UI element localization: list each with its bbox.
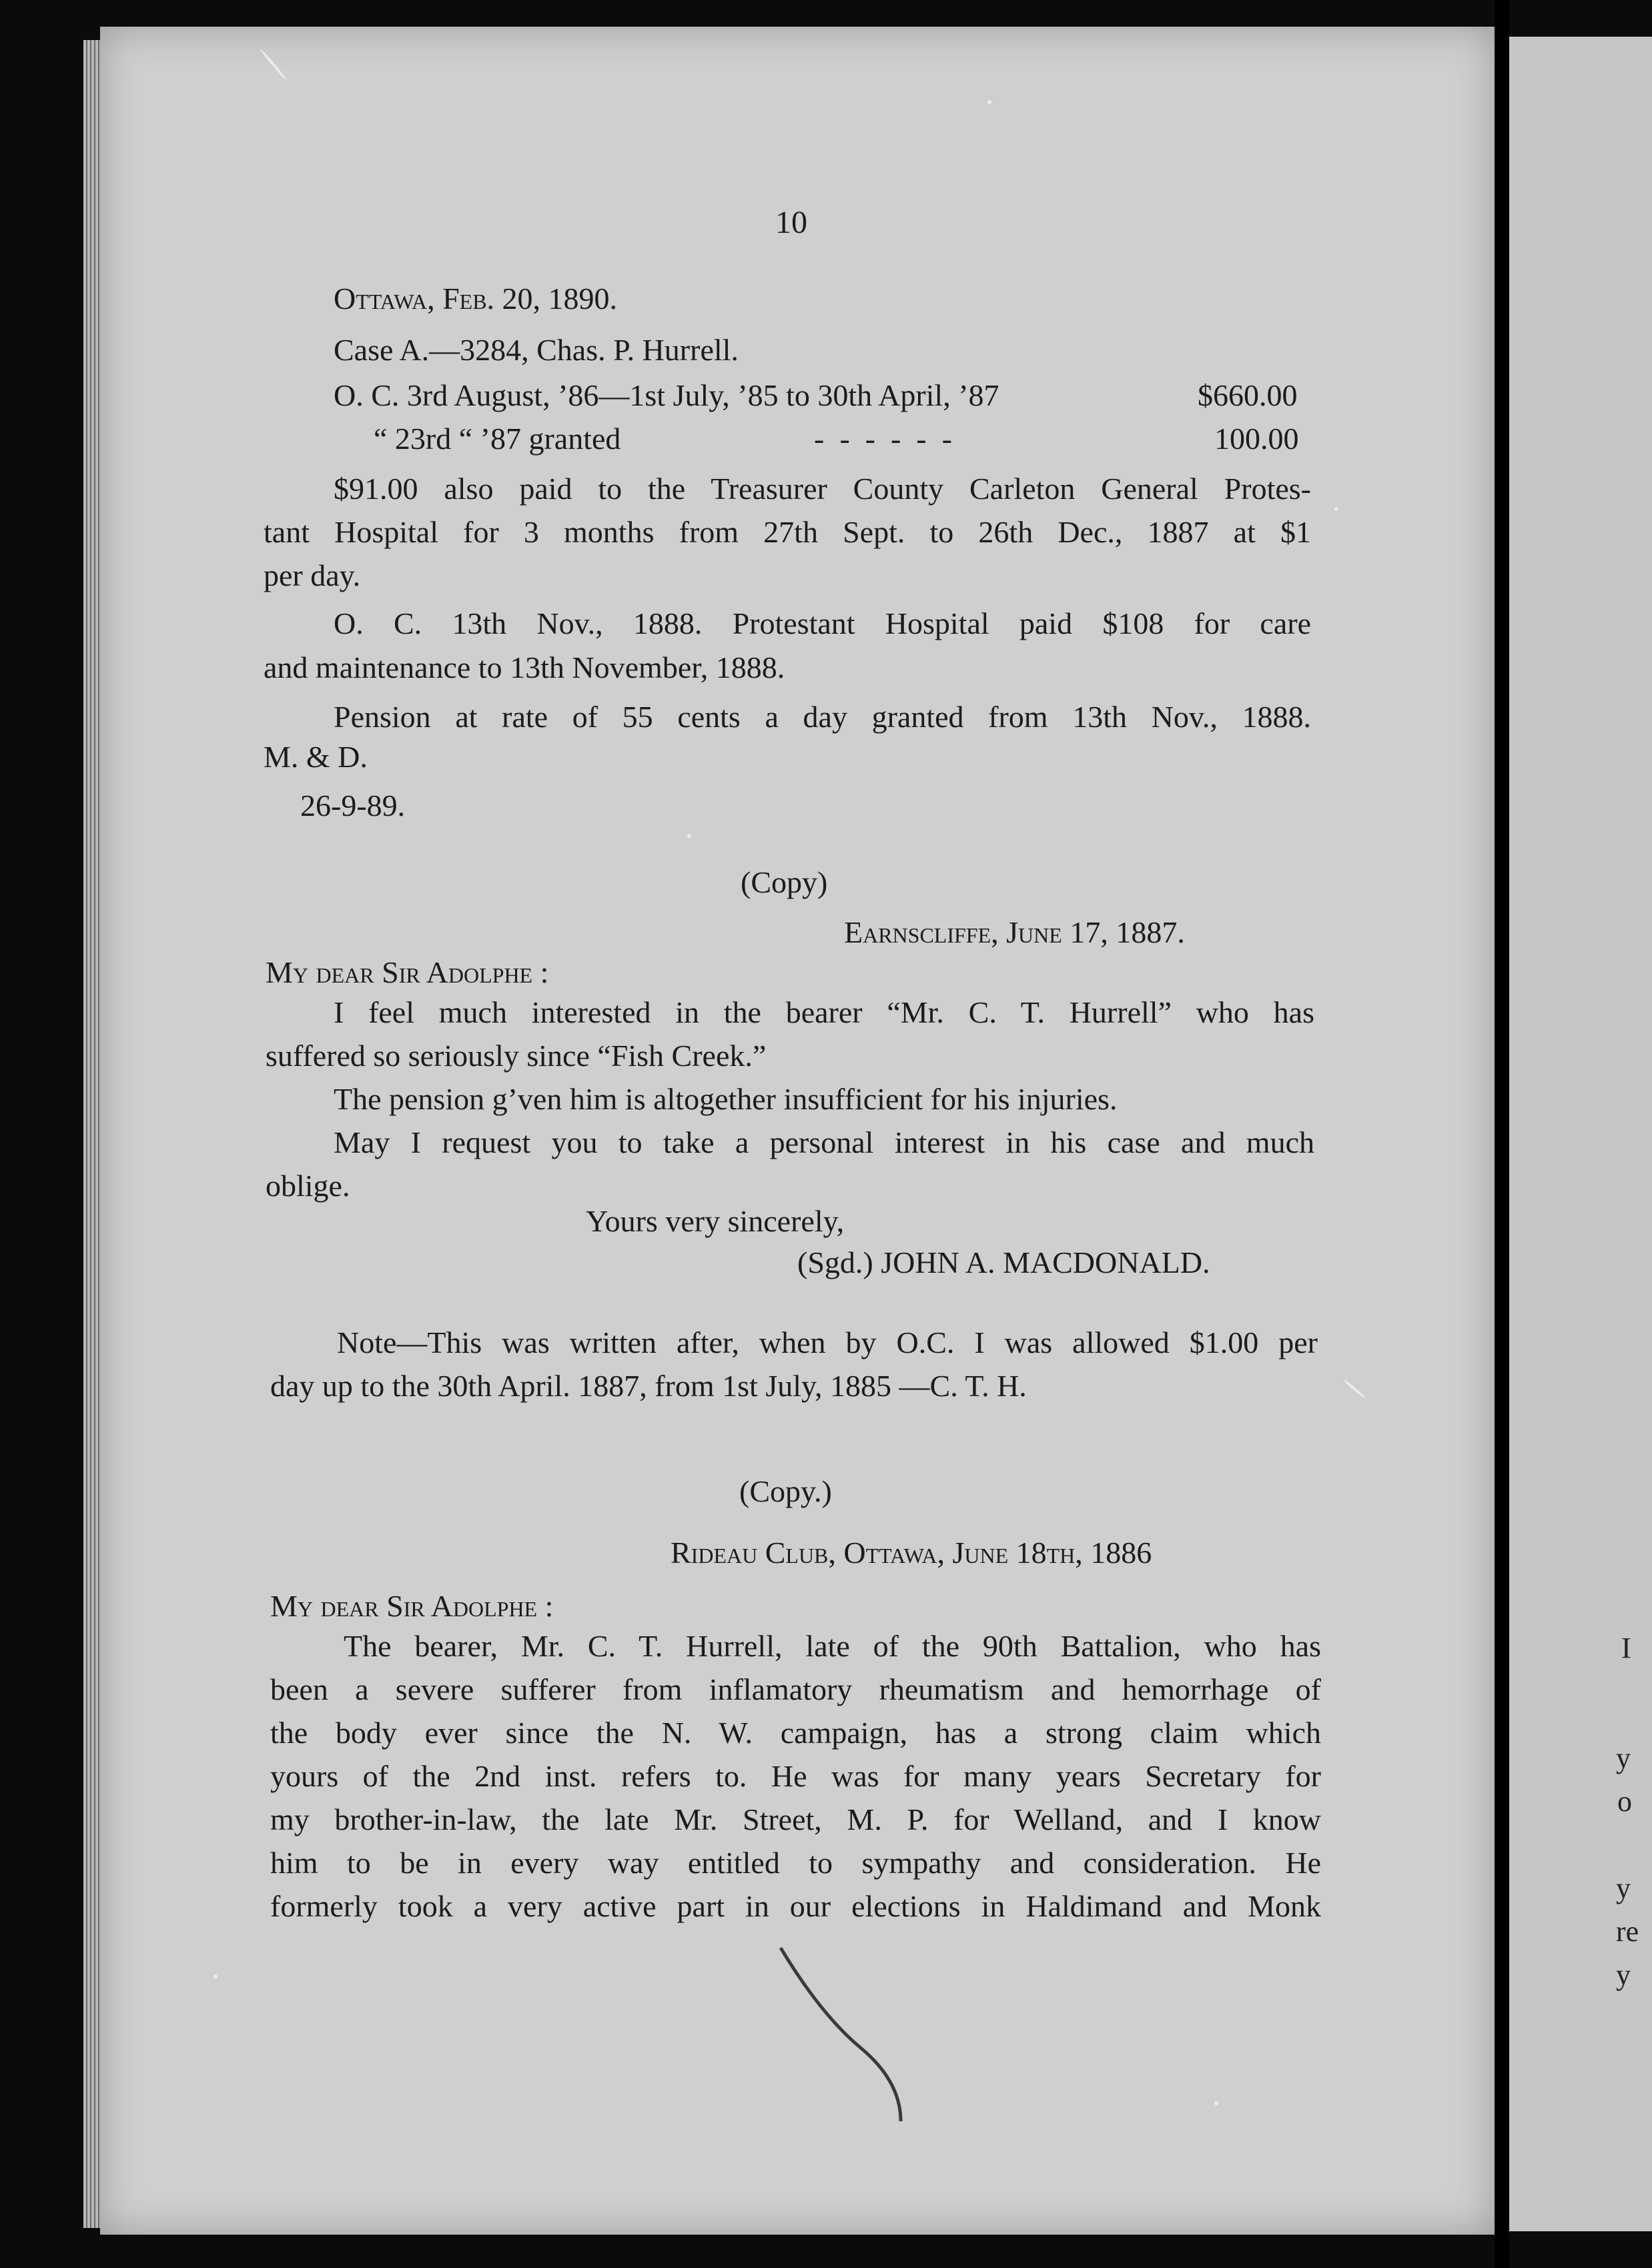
letter1-salutation: My dear Sir Adolphe : bbox=[266, 955, 549, 989]
adjacent-fragment: o bbox=[1617, 1785, 1632, 1818]
book-spine bbox=[1495, 0, 1509, 2268]
memo-para2-line: O. C. 13th Nov., 1888. Protestant Hospital paid $108 for care bbox=[334, 606, 1311, 640]
memo-para2-line: and maintenance to 13th November, 1888. bbox=[264, 650, 785, 684]
memo-para3: Pension at rate of 55 cents a day granted from 13th Nov., 1888. bbox=[334, 700, 1311, 734]
letter1-body-line: suffered so seriously since “Fish Creek.” bbox=[266, 1039, 767, 1073]
letter2-salutation: My dear Sir Adolphe : bbox=[270, 1589, 554, 1623]
scan-speck bbox=[214, 1974, 218, 1978]
memo-para1-line: tant Hospital for 3 months from 27th Sept. to 26th Dec., 1887 at $1 bbox=[264, 515, 1311, 549]
letter2-body-line: yours of the 2nd inst. refers to. He was for many years Secretary for bbox=[270, 1759, 1321, 1793]
adjacent-fragment: y bbox=[1616, 1872, 1631, 1904]
letter2-body-line: The bearer, Mr. C. T. Hurrell, late of the 90th Battalion, who has bbox=[344, 1629, 1321, 1663]
adjacent-fragment: I bbox=[1621, 1632, 1631, 1664]
memo-oc2-text: “ 23rd “ ’87 granted bbox=[374, 422, 621, 456]
letter1-body-line: The pension g’ven him is altogether insufficient for his injuries. bbox=[334, 1082, 1118, 1116]
page-number: 10 bbox=[775, 205, 807, 240]
adjacent-fragment: y bbox=[1616, 1958, 1631, 1991]
scan-speck bbox=[687, 834, 691, 838]
letter2-body-line: him to be in every way entitled to sympathy and consideration. He bbox=[270, 1846, 1321, 1880]
memo-date-code: 26-9-89. bbox=[300, 788, 406, 822]
memo-dateline: Ottawa, Feb. 20, 1890. bbox=[334, 281, 618, 316]
letter1-signature: (Sgd.) JOHN A. MACDONALD. bbox=[797, 1245, 1210, 1279]
letter1-place-date: Earnscliffe, June 17, 1887. bbox=[844, 915, 1185, 949]
letter2-body-line: formerly took a very active part in our elections in Haldimand and Monk bbox=[270, 1889, 1321, 1923]
letter2-body-line: my brother-in-law, the late Mr. Street, M. P. for Welland, and I know bbox=[270, 1802, 1321, 1836]
scan-speck bbox=[987, 100, 991, 104]
adjacent-fragment: y bbox=[1616, 1742, 1631, 1774]
memo-case-line: Case A.—3284, Chas. P. Hurrell. bbox=[334, 333, 739, 367]
letter1-body-line: I feel much interested in the bearer “Mr. C. T. Hurrell” who has bbox=[334, 995, 1314, 1029]
scan-speck bbox=[1214, 2101, 1218, 2105]
memo-para1-line: $91.00 also paid to the Treasurer County Carleton General Protes- bbox=[334, 472, 1311, 506]
memo-signoff: M. & D. bbox=[264, 740, 368, 774]
pen-stroke-mark bbox=[767, 1934, 914, 2135]
note-line: Note—This was written after, when by O.C. I was allowed $1.00 per bbox=[337, 1325, 1318, 1359]
memo-oc1-amount: $660.00 bbox=[1198, 378, 1298, 412]
memo-oc2-leaders: - - - - - - bbox=[814, 422, 952, 456]
memo-oc1-text: O. C. 3rd August, ’86—1st July, ’85 to 30th April, ’87 bbox=[334, 378, 999, 412]
scan-speck bbox=[1334, 507, 1338, 511]
letter2-body-line: been a severe sufferer from inflamatory rheumatism and hemorrhage of bbox=[270, 1672, 1321, 1706]
adjacent-page bbox=[1509, 37, 1652, 2231]
letter1-copy-label: (Copy) bbox=[741, 865, 828, 899]
memo-para1-line: per day. bbox=[264, 558, 361, 592]
letter1-body-line: May I request you to take a personal interest in his case and much bbox=[334, 1125, 1314, 1159]
letter1-closing: Yours very sincerely, bbox=[586, 1204, 845, 1238]
adjacent-fragment: re bbox=[1616, 1915, 1639, 1948]
note-line: day up to the 30th April. 1887, from 1st July, 1885 —C. T. H. bbox=[270, 1369, 1027, 1403]
letter2-copy-label: (Copy.) bbox=[739, 1474, 832, 1508]
letter2-place-date: Rideau Club, Ottawa, June 18th, 1886 bbox=[671, 1536, 1152, 1570]
memo-oc2-amount: 100.00 bbox=[1214, 422, 1299, 456]
letter1-body-line: oblige. bbox=[266, 1169, 350, 1203]
letter2-body-line: the body ever since the N. W. campaign, has a strong claim which bbox=[270, 1716, 1321, 1750]
